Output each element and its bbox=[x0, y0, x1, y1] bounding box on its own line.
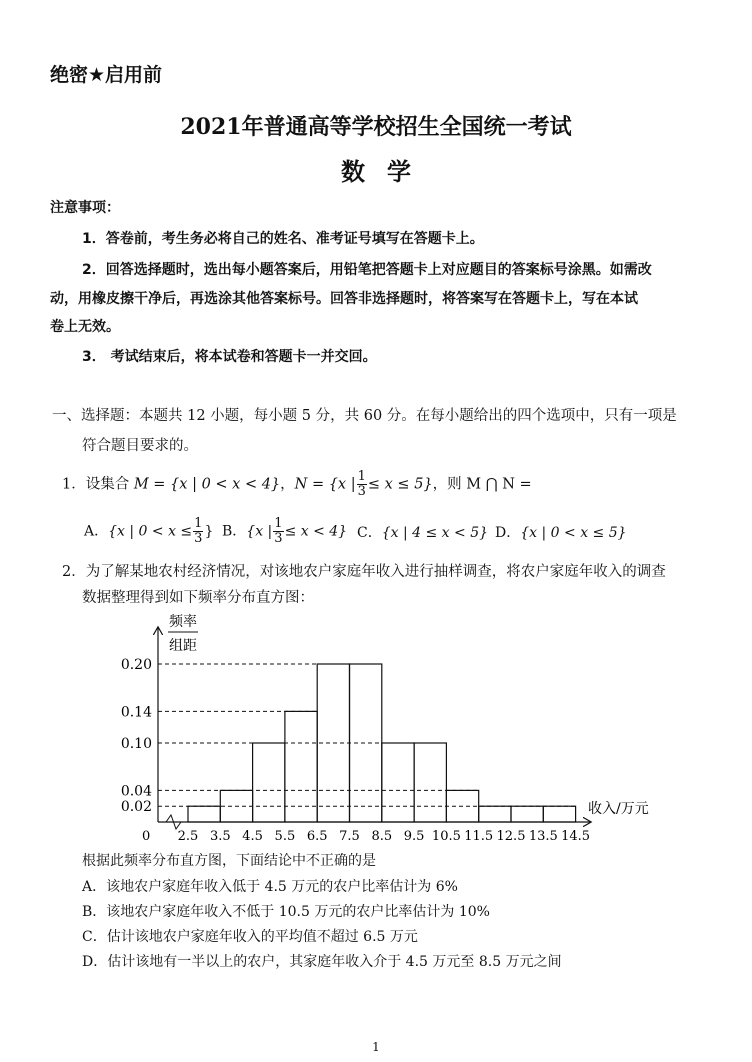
histogram-bar bbox=[414, 743, 446, 822]
histogram-bar bbox=[285, 711, 317, 822]
histogram-bar bbox=[382, 743, 414, 822]
numerator: 1 bbox=[357, 469, 366, 484]
option-text: 估计该地有一半以上的农户，其家庭年收入介于 4.5 万元至 8.5 万元之间 bbox=[107, 954, 562, 970]
x-tick-label: 12.5 bbox=[496, 829, 526, 844]
q2-option-a bbox=[82, 876, 458, 896]
question-text: 为了解某地农村经济情况，对该地农户家庭年收入进行抽样调查，将农户家庭年收入的调查 bbox=[85, 564, 666, 580]
histogram-bar bbox=[543, 806, 575, 822]
x-tick-label: 11.5 bbox=[464, 829, 494, 844]
x-tick-label: 13.5 bbox=[528, 829, 558, 844]
option-set: {x | 4 ≤ x < 5} bbox=[381, 525, 489, 541]
x-tick-label: 2.5 bbox=[177, 829, 199, 844]
numerator: 1 bbox=[274, 516, 283, 531]
x-tick-label: 5.5 bbox=[274, 829, 296, 844]
option-set-post: ≤ x < 4} bbox=[284, 523, 348, 540]
option-label: C． bbox=[82, 929, 107, 945]
option-set-post: } bbox=[204, 523, 214, 540]
denominator: 3 bbox=[357, 484, 366, 499]
question-number: 2． bbox=[62, 564, 86, 580]
x-tick-label: 8.5 bbox=[371, 829, 393, 844]
option-label: A． bbox=[84, 523, 109, 540]
option-label: A． bbox=[82, 879, 107, 895]
histogram-bar bbox=[511, 806, 543, 822]
y-tick-label: 0.10 bbox=[120, 736, 152, 752]
set-n-prefix: N = {x | bbox=[294, 476, 356, 493]
section-1-instructions-cont: 符合题目要求的。 bbox=[82, 438, 198, 454]
option-set-pre: {x | bbox=[246, 523, 273, 540]
x-axis-label: 收入/万元 bbox=[588, 801, 649, 817]
option-label: D． bbox=[495, 525, 521, 541]
option-label: D． bbox=[82, 954, 108, 970]
denominator: 3 bbox=[194, 531, 203, 546]
origin-label: 0 bbox=[142, 829, 151, 844]
notice-item-1: 1．答卷前，考生务必将自己的姓名、准考证号填写在答题卡上。 bbox=[82, 231, 484, 247]
notice-item-2-line-2: 动，用橡皮擦干净后，再选涂其他答案标号。回答非选择题时，将答案写在答题卡上，写在本试 bbox=[50, 291, 638, 307]
option-set-pre: {x | 0 < x ≤ bbox=[108, 523, 193, 540]
section-1-instructions: 一、选择题：本题共 12 小题，每小题 5 分，共 60 分。在每小题给出的四个选项中，只有一项是 bbox=[52, 408, 677, 424]
option-text: 该地农户家庭年收入低于 4.5 万元的农户比率估计为 6% bbox=[106, 879, 458, 895]
set-m: M = {x | 0 < x < 4} bbox=[133, 476, 281, 493]
y-tick-label: 0.20 bbox=[120, 657, 152, 673]
histogram-bar bbox=[253, 743, 285, 822]
separator: ， bbox=[280, 476, 295, 493]
x-tick-label: 14.5 bbox=[561, 829, 591, 844]
y-tick-label: 0.14 bbox=[120, 704, 152, 721]
x-tick-label: 10.5 bbox=[431, 829, 461, 844]
x-tick-label: 4.5 bbox=[242, 829, 263, 844]
option-label: C． bbox=[357, 525, 382, 541]
question-tail: ，则 M ⋂ N = bbox=[432, 476, 532, 493]
option-text: 该地农户家庭年收入不低于 10.5 万元的农户比率估计为 10% bbox=[106, 904, 490, 920]
option-label: B． bbox=[82, 904, 107, 920]
histogram-bar bbox=[479, 806, 511, 822]
y-label-top: 频率 bbox=[169, 614, 197, 630]
subject-title: 数学 bbox=[341, 157, 433, 186]
set-n-suffix: ≤ x ≤ 5} bbox=[367, 476, 433, 493]
question-text: 设集合 bbox=[85, 476, 134, 493]
x-tick-label: 9.5 bbox=[403, 829, 425, 844]
y-label-bottom: 组距 bbox=[169, 638, 197, 654]
y-tick-label: 0.02 bbox=[120, 799, 152, 816]
option-label: B． bbox=[222, 523, 247, 540]
exam-title: 2021年普通高等学校招生全国统一考试 bbox=[180, 114, 572, 140]
option-set: {x | 0 < x ≤ 5} bbox=[520, 525, 627, 541]
numerator: 1 bbox=[194, 516, 203, 531]
denominator: 3 bbox=[274, 531, 283, 546]
confidential-label: 绝密★启用前 bbox=[50, 64, 163, 86]
x-tick-label: 7.5 bbox=[339, 829, 360, 844]
option-text: 估计该地农户家庭年收入的平均值不超过 6.5 万元 bbox=[106, 929, 418, 945]
notice-heading: 注意事项： bbox=[50, 200, 120, 216]
histogram-bar bbox=[188, 806, 220, 822]
question-number: 1． bbox=[62, 476, 86, 493]
page-number: 1 bbox=[372, 1040, 380, 1054]
x-tick-label: 3.5 bbox=[209, 829, 231, 844]
question-2-cont: 数据整理得到如下频率分布直方图： bbox=[82, 590, 314, 606]
q2-option-c bbox=[82, 926, 418, 946]
notice-item-2-line-3: 卷上无效。 bbox=[50, 319, 120, 335]
x-tick-label: 6.5 bbox=[306, 829, 328, 844]
notice-item-2-line-1: 2．回答选择题时，选出每小题答案后，用铅笔把答题卡上对应题目的答案标号涂黑。如需改 bbox=[82, 262, 652, 278]
q2-option-d bbox=[82, 951, 562, 971]
q2-option-b bbox=[82, 901, 490, 921]
question-2-prompt: 根据此频率分布直方图，下面结论中不正确的是 bbox=[82, 853, 376, 869]
notice-item-3: 3． 考试结束后，将本试卷和答题卡一并交回。 bbox=[82, 349, 377, 365]
y-tick-label: 0.04 bbox=[120, 783, 152, 800]
